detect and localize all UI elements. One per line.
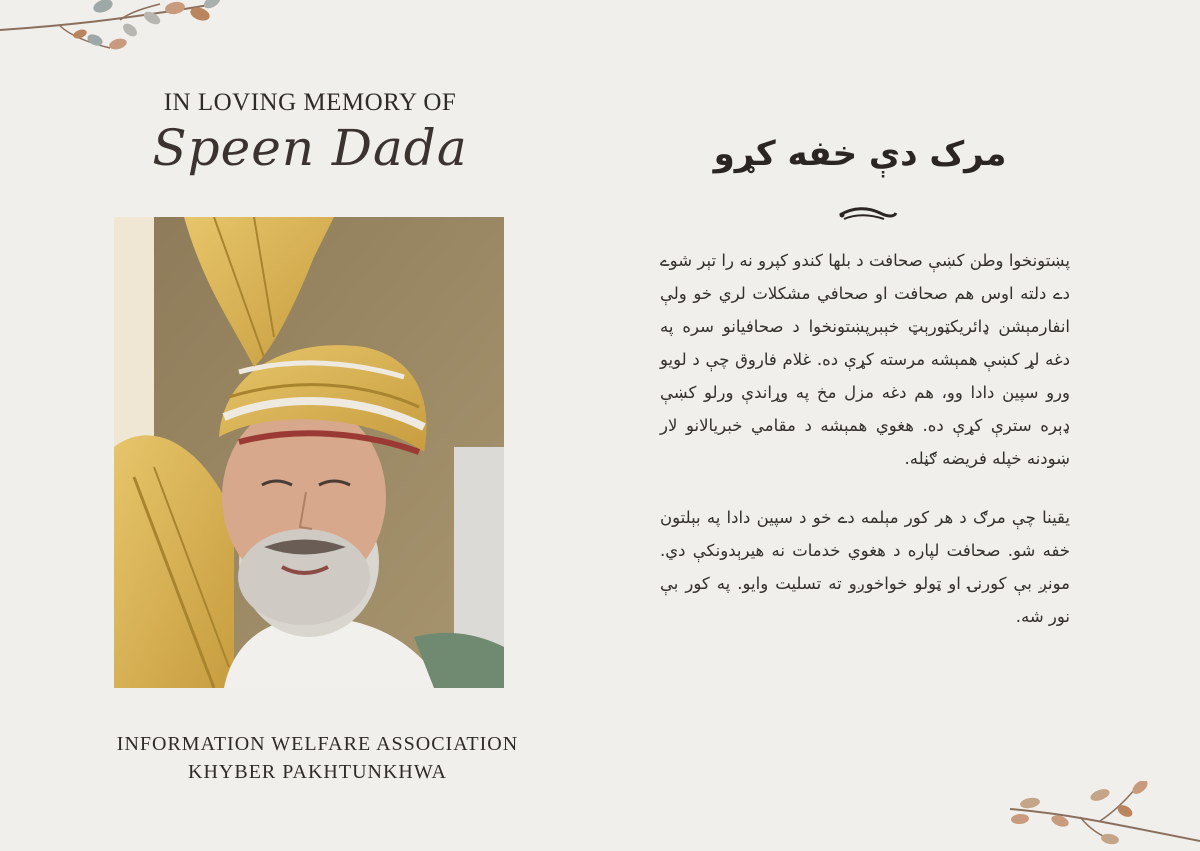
leaf-branch-icon	[1000, 781, 1200, 851]
message-paragraph-2: يقينا چې مرګ د هر کور مېلمه دے خو د سپين دادا په بېلتون خفه شو. صحافت لپاره د هغوي خدمات نه هيرېدونکې دي. مونږ بې کورنۍ او ټولو خواخوږو ته تسليت وايو. په کور بې نور شه.	[660, 508, 1070, 626]
message-paragraph-1: پښتونخوا وطن کښې صحافت د بلها کندو کپرو نه را تېر شوے دے دلته اوس هم صحافت او صحافي مشکلات لري خو ولې انفارمېشن ډائريکټورېټ خېبرپښتونخوا د صحافيانو سره په دغه لړ کښې همېشه مرسته کړې ده. غلام فاروق چې د لويو ورو سپين دادا وو، هم دغه مزل مخ په وړاندې ورلو کښې ډېره سترې کړې ده. هغوي همېشه د مقامي خبريالانو لار ښودنه خپله فريضه ګڼله.	[660, 251, 1070, 468]
deceased-name: Speen Dada	[152, 119, 468, 177]
flourish-divider-icon	[838, 203, 898, 225]
in-loving-memory-heading: IN LOVING MEMORY OF	[163, 89, 457, 116]
portrait-photo	[114, 217, 504, 688]
portrait-illustration	[114, 217, 504, 688]
leaf-branch-icon	[0, 0, 230, 60]
organization-line-1: INFORMATION WELFARE ASSOCIATION	[116, 733, 519, 755]
organization-line-2: KHYBER PAKHTUNKHWA	[188, 761, 447, 783]
message-body	[660, 244, 1070, 659]
message-title: مرک دې خفه کړو	[713, 134, 1007, 174]
organization-name	[60, 730, 575, 786]
